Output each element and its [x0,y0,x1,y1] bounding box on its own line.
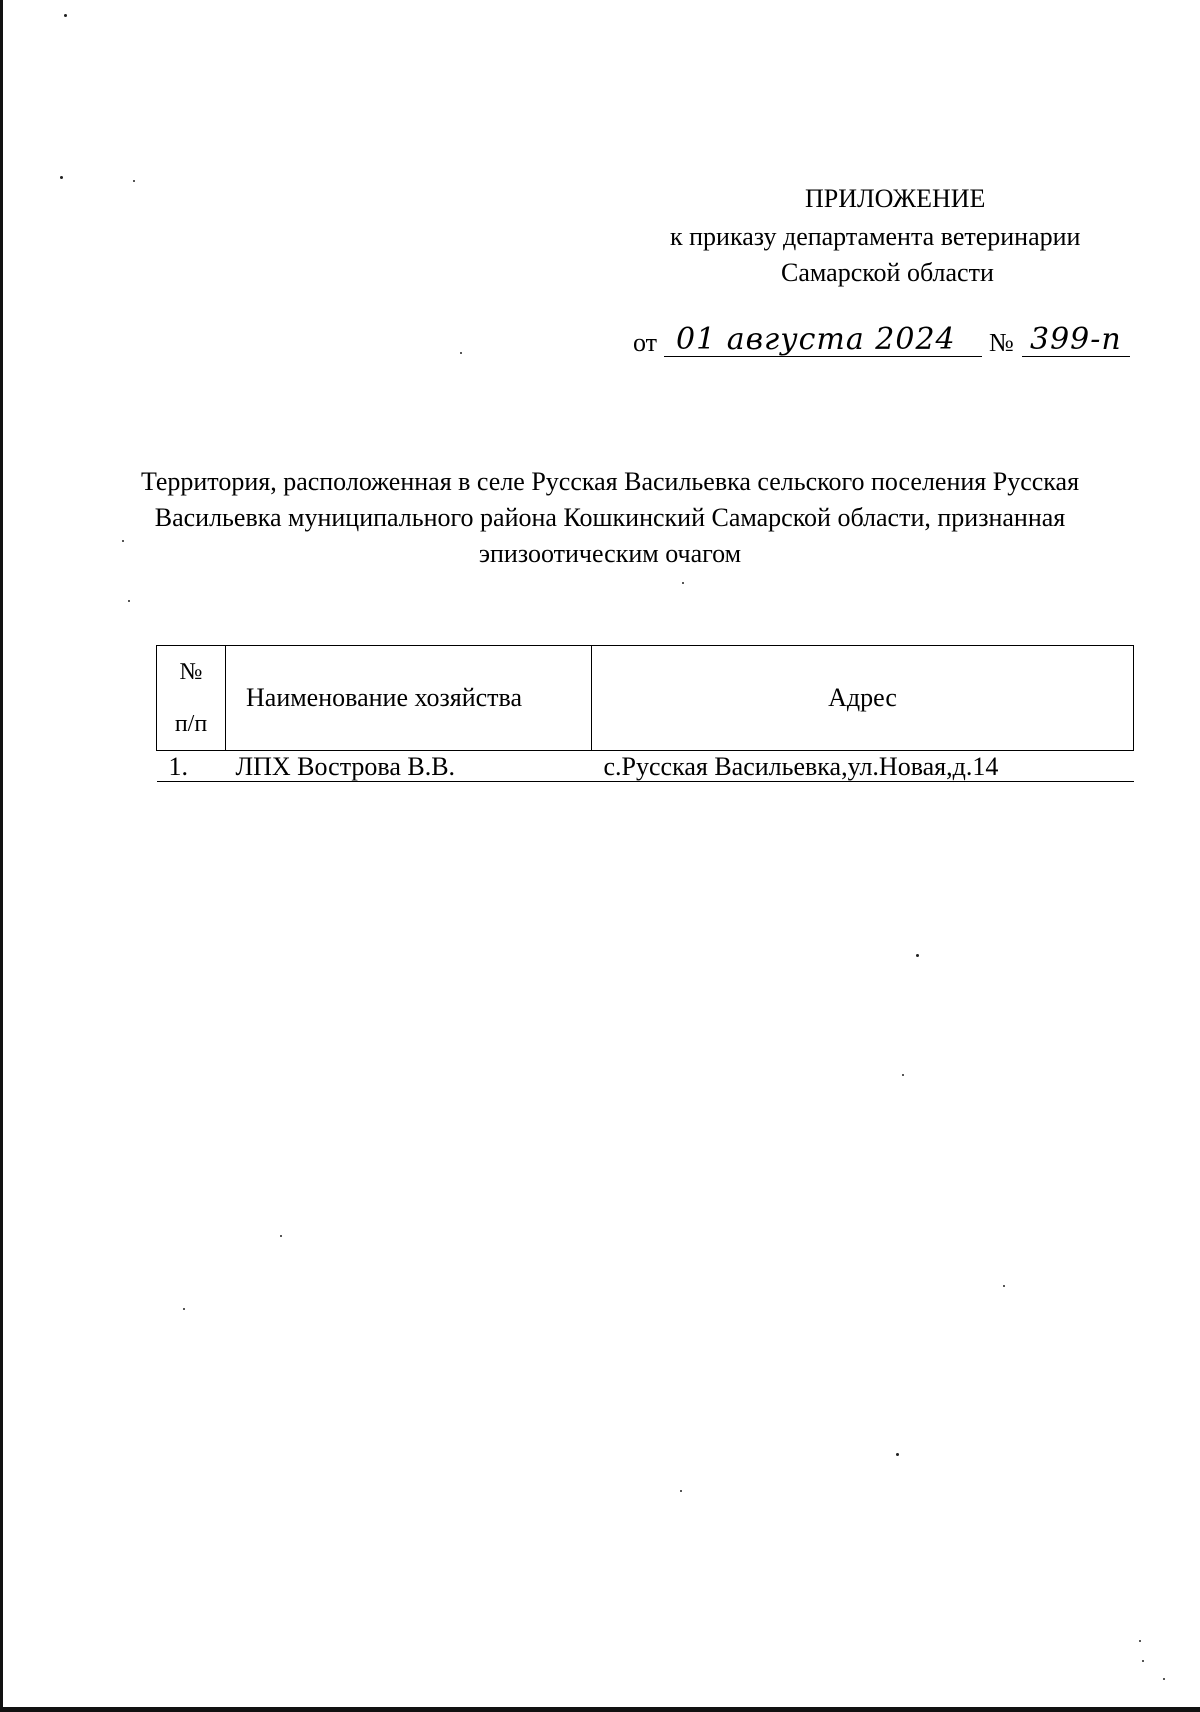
scan-speck [60,176,63,179]
scan-speck [122,540,124,542]
scan-speck [460,352,462,354]
appendix-subtitle-line1: к приказу департамента ветеринарии [670,222,1081,251]
header-number [157,646,226,751]
order-date-handwritten: 01 августа 2024 [676,322,956,357]
order-from-label: от [633,328,658,357]
row-address: с.Русская Васильевка,ул.Новая,д.14 [592,751,1134,782]
scan-speck [1142,1660,1144,1662]
order-number-handwritten: 399-п [1030,322,1122,357]
header-address: Адрес [592,646,1134,751]
scan-speck [64,14,67,17]
document-title: Территория, расположенная в селе Русская Васильевка сельского поселения Русская Васильевка муниципального района Кошкинский Самарской области, признанная эпизоотическим очагом [140,467,1080,568]
header-farm-name: Наименование хозяйства [226,646,592,751]
table-row [157,751,1134,782]
appendix-subtitle-line2: Самарской области [781,258,994,287]
table-header-row [157,646,1134,751]
scan-speck [896,1453,899,1456]
appendix-title: ПРИЛОЖЕНИЕ [805,184,986,213]
scan-edge-left [0,0,3,1712]
scan-speck [680,1490,682,1492]
row-farm-name: ЛПХ Вострова В.В. [226,751,592,782]
scan-speck [133,180,135,182]
scan-speck [128,600,130,602]
scan-speck [1163,1678,1165,1680]
scan-speck [902,1074,904,1076]
scan-speck [1003,1285,1005,1287]
header-number-sign: № [179,659,203,685]
row-number: 1. [157,751,226,782]
scan-speck [682,582,684,584]
scan-speck [183,1308,185,1310]
scan-speck [916,954,919,957]
scan-edge-bottom [0,1707,1200,1712]
farms-table [156,645,1134,782]
header-number-pp: п/п [174,711,208,737]
scan-speck [280,1235,282,1237]
scan-speck [1139,1640,1141,1642]
order-number-sign: № [989,328,1014,357]
